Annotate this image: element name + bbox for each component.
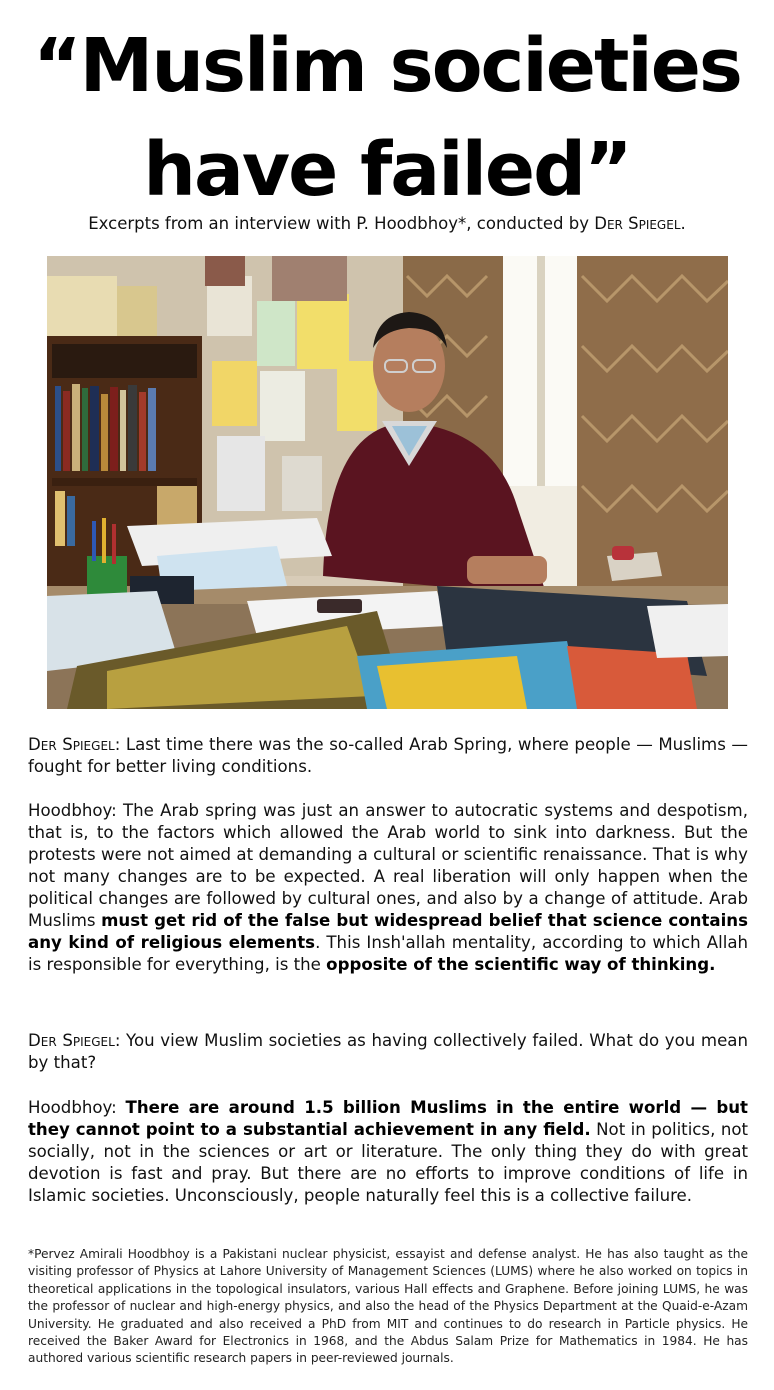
portrait-photo bbox=[47, 256, 728, 709]
portrait-photo-illustration bbox=[47, 256, 728, 709]
answer-1-text-1: : The Arab spring was just an answer to autocratic systems and despotism, that is, to the factors which allowed the Arab world to sink into darkness. But the protests were not aimed at demanding a cultural or scientific renaissance. That is why not many changes are to be expected. A real liberation will only happen when the political changes are followed by cultural ones, and also by a change of attitude. Arab Muslims bbox=[28, 801, 748, 930]
question-2-text: : You view Muslim societies as having collectively failed. What do you mean by that? bbox=[28, 1031, 748, 1072]
subtitle-text: Excerpts from an interview with P. Hoodbhoy*, conducted by bbox=[88, 214, 595, 233]
footnote: *Pervez Amirali Hoodbhoy is a Pakistani nuclear physicist, essayist and defense analyst. He has also taught as the visiting professor of Physics at Lahore University of Management Sciences (LUMS) where he also worked on topics in theoretical applications in the topological insulators, various Hall effects and Graphene. Before joining LUMS, he was the professor of nuclear and high-energy physics, and also the head of the Physics Department at the Quaid-e-Azam University. He graduated and also received a PhD from MIT and continues to do research in Particle physics. He received the Baker Award for Electronics in 1968, and the Abdus Salam Prize for Mathematics in 1984. He has authored various scientific research papers in peer-reviewed journals. bbox=[28, 1247, 748, 1366]
answer-2-bold-1: There are around 1.5 billion Muslims in the entire world — but they cannot point to a substantial achievement in any field. bbox=[28, 1098, 748, 1139]
headline-line-1: “Muslim societies bbox=[33, 23, 741, 109]
question-2 bbox=[28, 1030, 748, 1074]
answer-2-text-2: Not in politics, not socially, not in the sciences or art or literature. The only thing they do with great devotion is fast and pray. But there are no efforts to improve conditions of life in Islamic societies. Unconsciously, people naturally feel this is a collective failure. bbox=[28, 1120, 748, 1205]
question-1-text: : Last time there was the so-called Arab Spring, where people — Muslims — fought for better living conditions. bbox=[28, 735, 749, 776]
answer-2-text-1: : bbox=[111, 1098, 126, 1117]
headline-line-2: have failed” bbox=[143, 127, 631, 213]
question-1 bbox=[28, 734, 748, 778]
answer-1-bold-1: must get rid of the false but widespread belief that science contains any kind of religious elements bbox=[28, 911, 748, 952]
headline bbox=[0, 14, 774, 222]
speaker-hoodbhoy: Hoodbhoy bbox=[28, 801, 112, 820]
answer-1 bbox=[28, 800, 748, 976]
speaker-der-spiegel: Der Spiegel bbox=[28, 735, 115, 754]
answer-1-bold-2: opposite of the scientific way of thinking. bbox=[326, 955, 716, 974]
subtitle-publication: Der Spiegel bbox=[594, 214, 681, 233]
speaker-der-spiegel: Der Spiegel bbox=[28, 1031, 115, 1050]
answer-1-text-2: . This Insh'allah mentality, according to which Allah is responsible for everything, is the bbox=[28, 933, 748, 974]
subtitle-suffix: . bbox=[680, 214, 686, 233]
speaker-hoodbhoy: Hoodbhoy bbox=[28, 1098, 112, 1117]
answer-2 bbox=[28, 1097, 748, 1207]
subtitle bbox=[0, 214, 774, 233]
